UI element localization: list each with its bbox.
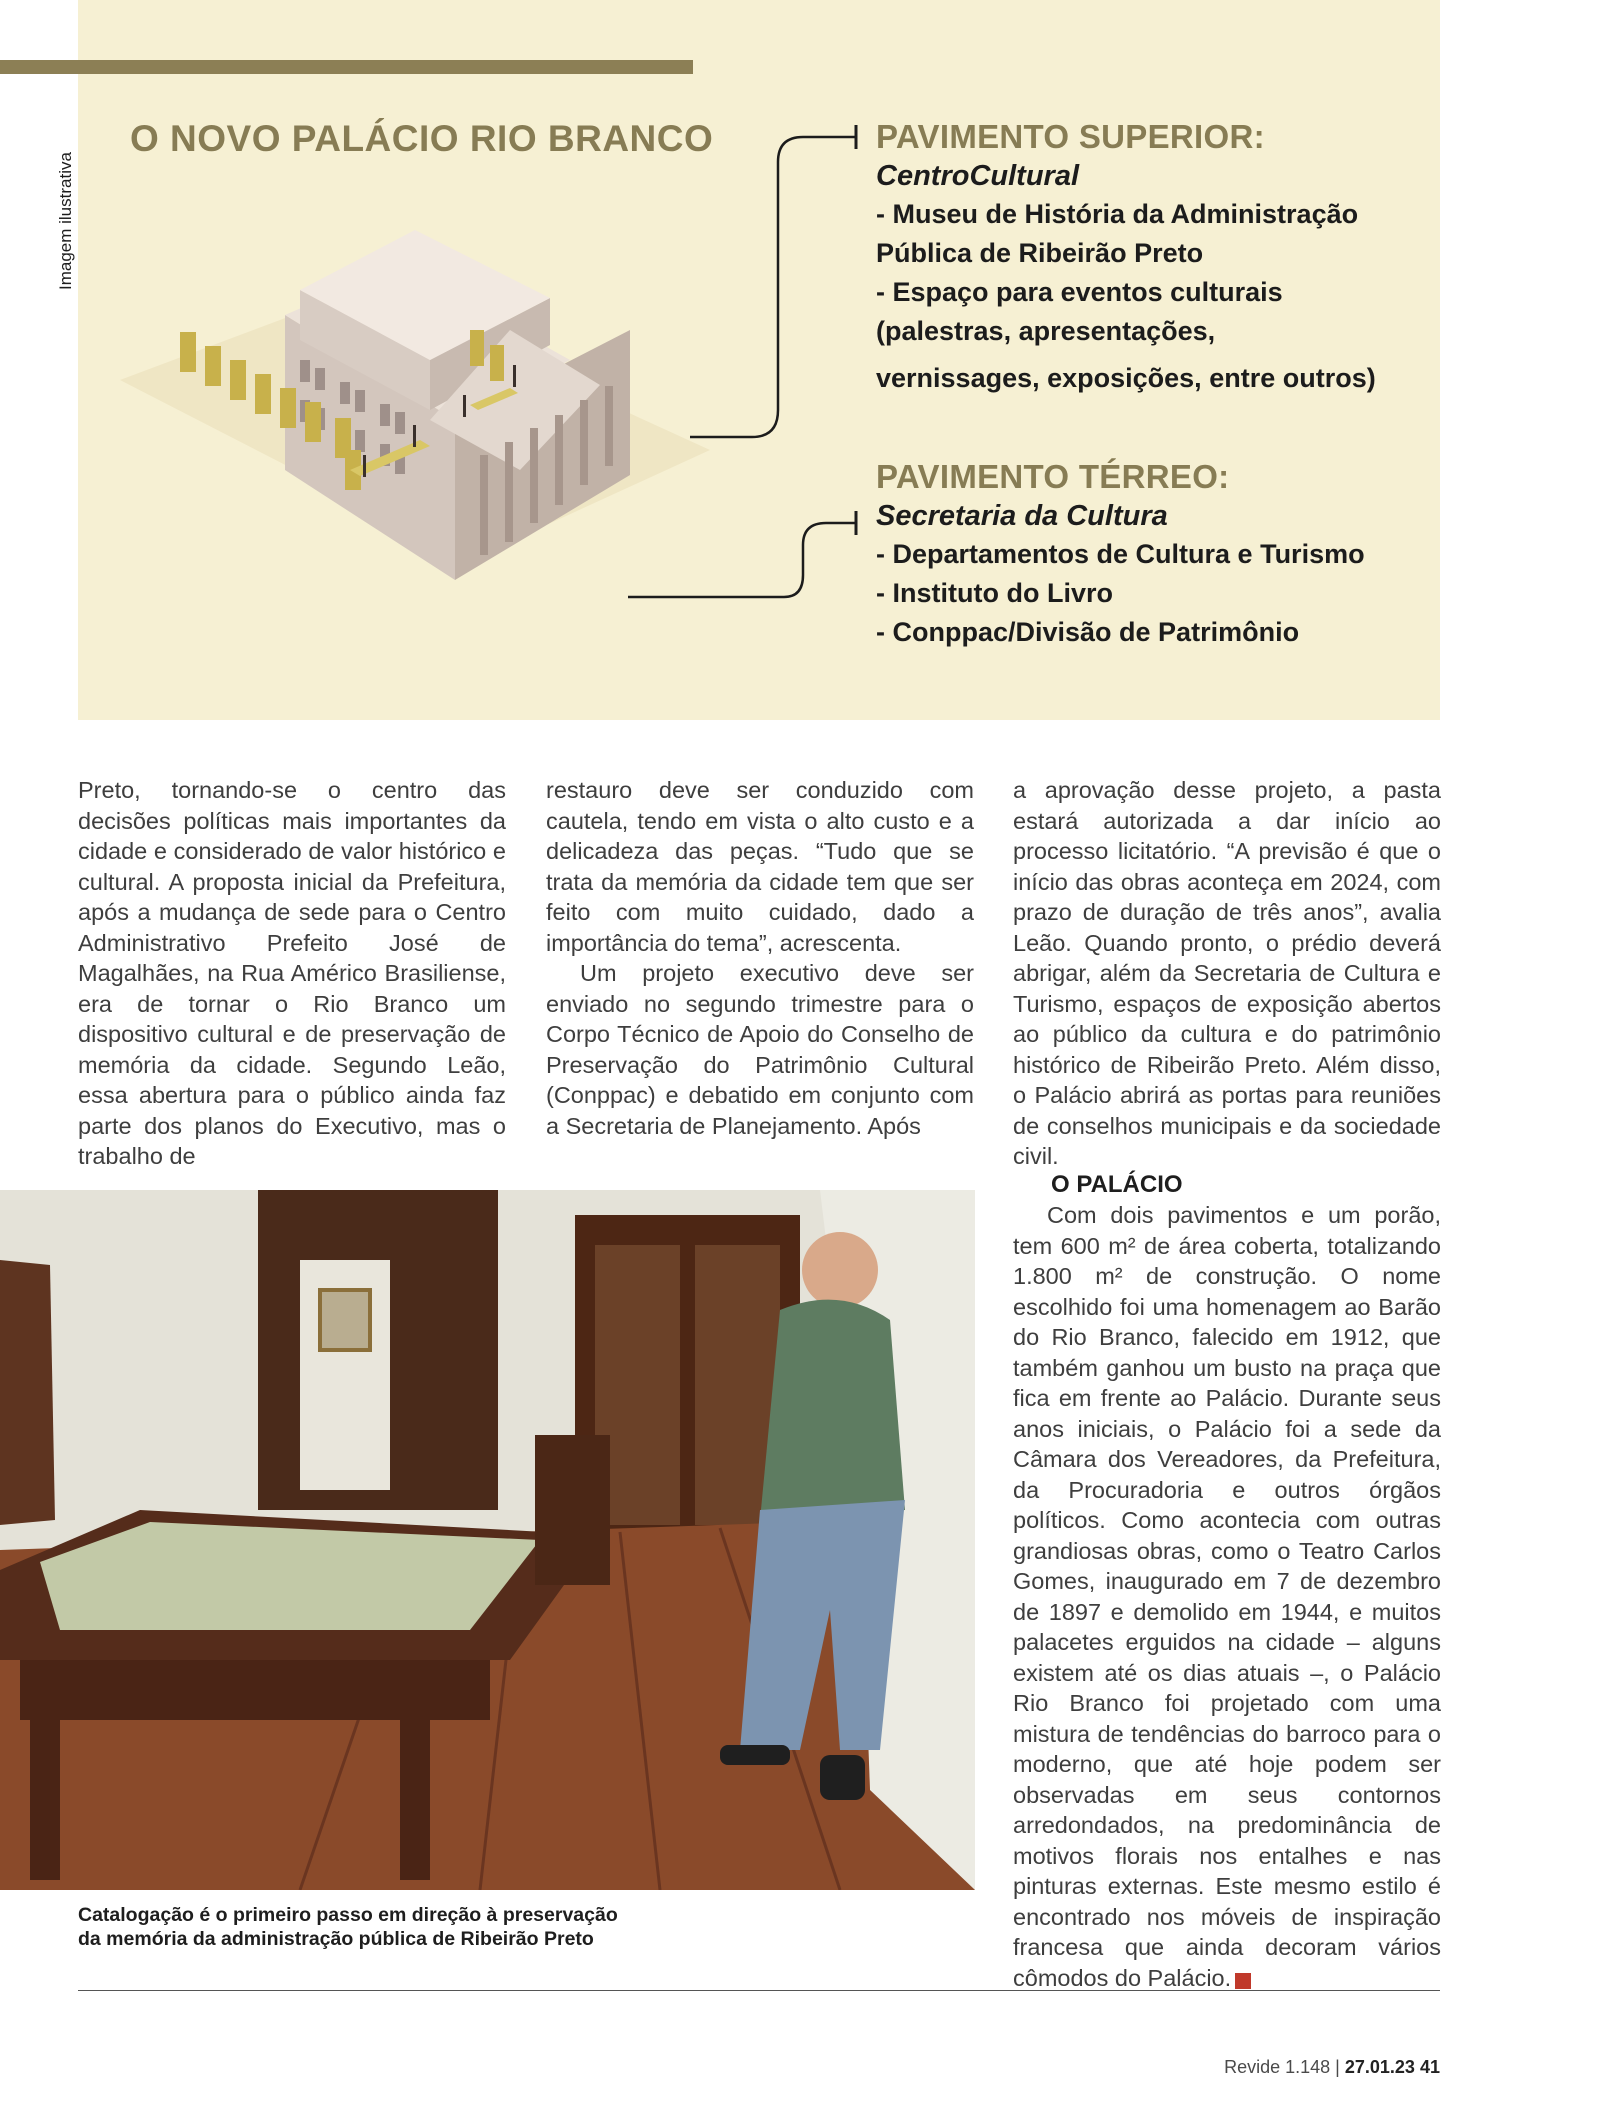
caption-line: da memória da administração pública de Ribeirão Preto: [78, 1928, 594, 1950]
page-footer: [1224, 2057, 1440, 2078]
person-shirt: [760, 1300, 905, 1520]
ground-floor-heading: PAVIMENTO TÉRREO:: [876, 458, 1230, 495]
list-item: - Espaço para eventos culturais: [876, 277, 1283, 307]
building-illustration: [100, 220, 720, 660]
upper-floor-subheading: CentroCultural: [876, 160, 1079, 192]
list-item: vernissages, exposições, entre outros): [876, 363, 1376, 393]
caption-line: Catalogação é o primeiro passo em direção à preservação: [78, 1904, 618, 1926]
footer-separator: |: [1335, 2057, 1340, 2077]
list-item: - Museu de História da Administração: [876, 199, 1359, 229]
article-paragraph: restauro deve ser conduzido com cautela, tendo em vista o alto custo e a delicadeza das peças. “Tudo que se trata da memória da cidade tem que ser feito com muito cuidado, dado a importância do tema”, acrescenta.: [546, 777, 974, 956]
left-door: [0, 1260, 55, 1525]
table-leg: [30, 1710, 60, 1880]
article-column-2: [546, 775, 974, 1141]
archive-room-photo: [0, 1190, 975, 1890]
list-item: Pública de Ribeirão Preto: [876, 238, 1204, 268]
article-paragraph: Preto, tornando-se o centro das decisões políticas mais importantes da cidade e considerado de valor histórico e cultural. A proposta inicial da Prefeitura, após a mudança de sede para o Centro Administrativo Prefeito José de Magalhães, na Rua Américo Brasiliense, era de tornar o Rio Branco um dispositivo cultural e de preservação de memória da cidade. Segundo Leão, essa abertura para o público ainda faz parte dos planos do Executivo, mas o trabalho de: [78, 777, 506, 1169]
wall-frame: [320, 1290, 370, 1350]
person-shoe: [720, 1745, 790, 1765]
list-item: - Departamentos de Cultura e Turismo: [876, 539, 1365, 569]
table-leg: [400, 1710, 430, 1880]
photo-caption: [78, 1903, 678, 1951]
image-credit-label: Imagem ilustrativa: [56, 152, 75, 290]
article-paragraph: [1013, 1200, 1441, 1993]
article-column-3: [1013, 775, 1441, 1172]
article-paragraph: a aprovação desse projeto, a pasta estará autorizada a dar início ao processo licitatório. “A previsão é que o início das obras aconteça em 2024, com prazo de duração de três anos”, avalia Leão. Quando pronto, o prédio deverá abrigar, além da Secretaria de Cultura e Turismo, espaços de exposição abertos ao público da cultura e do patrimônio histórico de Ribeirão Preto. Além disso, o Palácio abrirá as portas para reuniões de conselhos municipais e da sociedade civil.: [1013, 777, 1441, 1169]
table-top-glass: [40, 1522, 540, 1630]
section-paragraph-text: Com dois pavimentos e um porão, tem 600 m² de área coberta, totalizando 1.800 m² de construção. O nome escolhido foi uma homenagem ao Barão do Rio Branco, falecido em 1912, que também ganhou um busto na praça que fica em frente ao Palácio. Durante seus anos iniciais, o Palácio foi a sede da Câmara dos Vereadores, da Prefeitura, da Procuradoria e outros órgãos políticos. Como acontecia com outras grandiosas obras, como o Teatro Carlos Gomes, inaugurado em 7 de dezembro de 1897 e demolido em 1944, e muitos palacetes erguidos na cidade – alguns existem até os dias atuais –, o Palácio Rio Branco foi projetado com uma mistura de tendências do barroco para o moderno, que até hoje podem ser observadas em seus contornos arredondados, na predominância de motivos florais nos entalhes e nas pinturas externas. Este mesmo estilo é encontrado nos móveis de inspiração francesa que ainda decoram vários cômodos do Palácio.: [1013, 1202, 1441, 1991]
footer-rule: [78, 1990, 1440, 1991]
ground-floor-list: [876, 535, 1365, 652]
ground-floor-subheading: Secretaria da Cultura: [876, 500, 1168, 532]
list-item: - Instituto do Livro: [876, 578, 1113, 608]
list-item: (palestras, apresentações,: [876, 316, 1216, 346]
upper-floor-heading: PAVIMENTO SUPERIOR:: [876, 118, 1265, 155]
upper-floor-list: [876, 195, 1376, 398]
ground-floor-block: [876, 458, 1365, 652]
list-item: - Conppac/Divisão de Patrimônio: [876, 617, 1300, 647]
article-paragraph: Um projeto executivo deve ser enviado no segundo trimestre para o Corpo Técnico de Apoio do Conselho de Preservação do Patrimônio Cultural (Conppac) e debatido em conjunto com a Secretaria de Planejamento. Após: [546, 960, 974, 1139]
end-of-article-mark: R: [1235, 1973, 1251, 1989]
page-number: 41: [1419, 2057, 1440, 2077]
magazine-issue: Revide 1.148: [1224, 2057, 1331, 2077]
issue-date: 27.01.23: [1344, 2057, 1415, 2077]
infographic-title: O NOVO PALÁCIO RIO BRANCO: [130, 118, 714, 159]
article-column-3-section: [1013, 1170, 1441, 1993]
article-column-1: [78, 775, 506, 1172]
person-shoe: [820, 1755, 865, 1800]
person-head: [802, 1232, 878, 1308]
section-heading: O PALÁCIO: [1051, 1171, 1183, 1198]
top-decorative-rule: [0, 60, 693, 74]
upper-floor-block: [876, 118, 1376, 398]
wooden-chair: [535, 1435, 610, 1585]
